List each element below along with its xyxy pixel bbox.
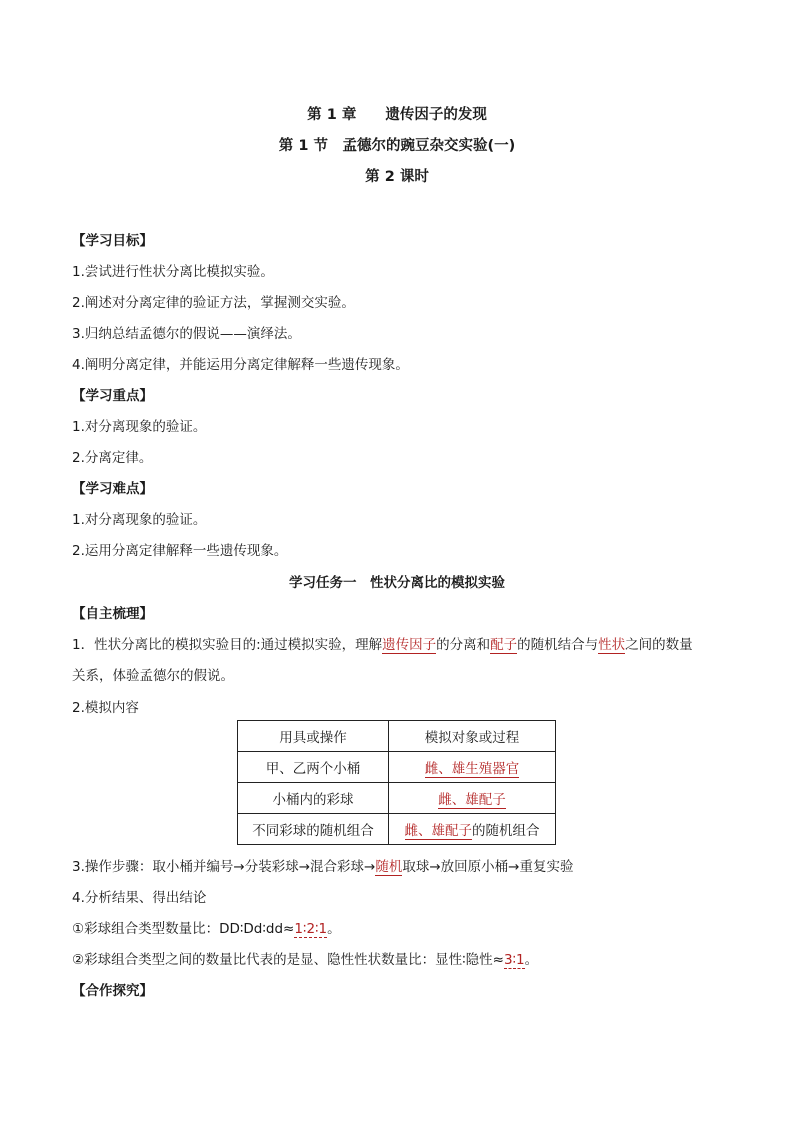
answer-blank: 性状 [598, 637, 626, 653]
result-line-2 [72, 948, 538, 968]
answer-blank: 3∶1 [503, 952, 525, 968]
difficulty-item: 2.运用分离定律解释一些遗传现象。 [72, 543, 288, 559]
table-cell [389, 783, 556, 814]
cooperation-heading: 【合作探究】 [72, 983, 153, 999]
result-text: ②彩球组合类型之间的数量比代表的是显、隐性性状数量比：显性∶隐性≈ [72, 952, 504, 968]
table-cell-text: 的随机组合 [472, 823, 540, 839]
purpose-text: 1．性状分离比的模拟实验目的:通过模拟实验，理解 [72, 637, 383, 653]
difficulty-item: 1.对分离现象的验证。 [72, 512, 207, 528]
answer-blank: 遗传因子 [382, 637, 437, 653]
table-cell: 不同彩球的随机组合 [238, 814, 389, 845]
table-header-cell: 用具或操作 [238, 721, 389, 752]
purpose-text: 的分离和 [436, 637, 491, 653]
result-text: ①彩球组合类型数量比：DD∶Dd∶dd≈ [72, 921, 295, 937]
table-row [238, 814, 556, 845]
objective-item: 3.归纳总结孟德尔的假说——演绎法。 [72, 326, 301, 342]
table-cell [389, 814, 556, 845]
objective-item: 2.阐述对分离定律的验证方法，掌握测交实验。 [72, 295, 355, 311]
simulation-heading: 2.模拟内容 [72, 700, 139, 716]
purpose-text: 的随机结合与 [517, 637, 599, 653]
chapter-title: 第 1 章 遗传因子的发现 [307, 107, 487, 123]
answer-blank: 1∶2∶1 [294, 921, 328, 937]
purpose-line [72, 633, 693, 653]
result-text: 。 [327, 921, 341, 937]
result-line-1 [72, 917, 341, 937]
key-points-heading: 【学习重点】 [72, 388, 153, 404]
section-title: 第 1 节 孟德尔的豌豆杂交实验(一) [278, 138, 516, 154]
steps-line [72, 855, 573, 875]
analysis-heading: 4.分析结果、得出结论 [72, 890, 207, 906]
table-row [238, 783, 556, 814]
steps-text: 3.操作步骤：取小桶并编号→分装彩球→混合彩球→ [72, 859, 376, 875]
table-cell: 甲、乙两个小桶 [238, 752, 389, 783]
objectives-heading: 【学习目标】 [72, 233, 153, 249]
task1-title: 学习任务一 性状分离比的模拟实验 [289, 575, 505, 591]
table-cell: 小桶内的彩球 [238, 783, 389, 814]
result-text: 。 [524, 952, 539, 968]
objective-item: 4.阐明分离定律，并能运用分离定律解释一些遗传现象。 [72, 357, 409, 373]
key-point-item: 1.对分离现象的验证。 [72, 419, 207, 435]
simulation-table [237, 720, 556, 845]
steps-text: 取球→放回原小桶→重复实验 [402, 859, 574, 875]
table-header-row [238, 721, 556, 752]
difficulties-heading: 【学习难点】 [72, 481, 153, 497]
answer-blank: 随机 [375, 859, 403, 875]
review-heading: 【自主梳理】 [72, 606, 153, 622]
table-cell [389, 752, 556, 783]
objective-item: 1.尝试进行性状分离比模拟实验。 [72, 264, 274, 280]
table-header-cell: 模拟对象或过程 [389, 721, 556, 752]
table-row [238, 752, 556, 783]
answer-blank: 雌、雄配子 [438, 792, 506, 808]
purpose-continued: 关系，体验孟德尔的假说。 [72, 668, 234, 684]
answer-blank: 配子 [490, 637, 518, 653]
answer-blank: 雌、雄生殖器官 [424, 761, 520, 777]
purpose-text: 之间的数量 [625, 637, 693, 653]
lesson-title: 第 2 课时 [365, 169, 429, 185]
key-point-item: 2.分离定律。 [72, 450, 153, 466]
answer-blank: 雌、雄配子 [404, 823, 472, 839]
